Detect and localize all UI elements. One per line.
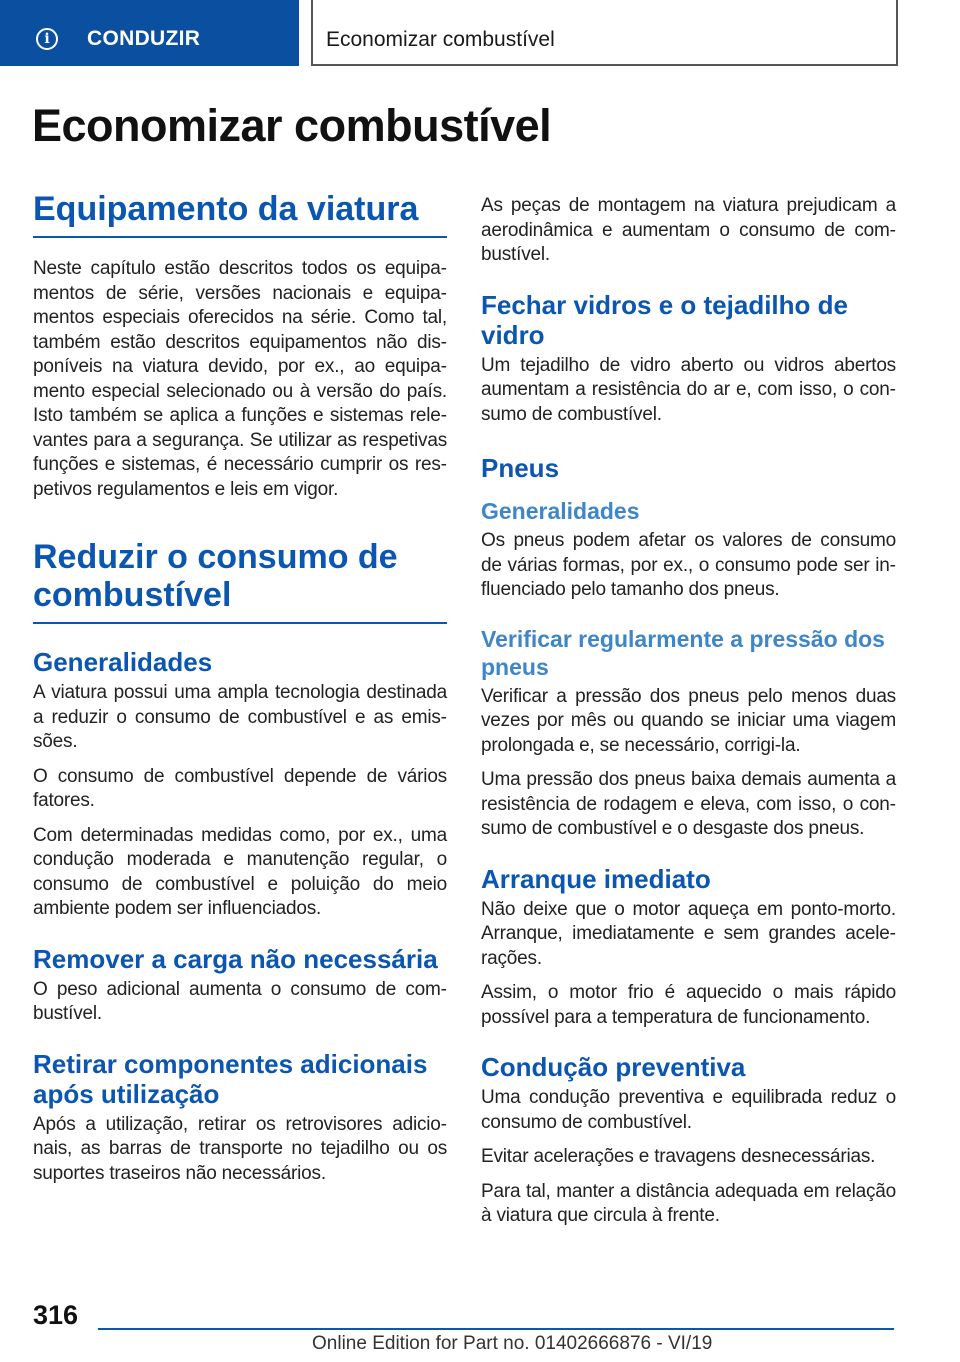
heading-remover-carga: Remover a carga não necessária bbox=[33, 943, 438, 974]
paragraph-retirar-componentes: Após a utilização, retirar os retrovisores adicionais, as barras de transporte no tejadilho ou os suportes traseiros não necessários. bbox=[33, 1113, 447, 1184]
heading-pneus-generalidades: Generalidades bbox=[481, 498, 640, 524]
paragraph-arranque-1: Não deixe que o motor aqueça em ponto-morto. Arranque, imediatamente e sem grandes acelerações. bbox=[481, 898, 896, 969]
chapter-title: Economizar combustível bbox=[326, 28, 555, 51]
paragraph-equipamento: Neste capítulo estão descritos todos os equipamentos de série, versões nacionais e equipamentos especiais oferecidos na série. Como tal, também estão descritos equipamentos não disponíveis na viatura devido, por ex., ao equipamento especial selecionado ou à versão do país. Isto também se aplica a funções e sistemas relevantes para a segurança. Se utilizar as respetivas funções e sistemas, é necessário cumprir os respetivos regulamentos e leis em vigor. bbox=[33, 258, 447, 500]
right-column bbox=[481, 190, 896, 1229]
section-label: CONDUZIR bbox=[87, 27, 201, 50]
paragraph-fechar-vidros: Um tejadilho de vidro aberto ou vidros abertos aumentam a resistência do ar e, com isso, o consumo de combustível. bbox=[481, 354, 896, 425]
heading-equipamento: Equipamento da viatura bbox=[33, 190, 447, 238]
section-tab[interactable] bbox=[0, 0, 299, 66]
left-column bbox=[33, 190, 447, 1186]
paragraph-verificar-pressao-2: Uma pressão dos pneus baixa demais aumenta a resistência de rodagem e eleva, com isso, o consumo de combustível e o desgaste dos pneus. bbox=[481, 769, 896, 839]
footer-divider bbox=[98, 1328, 894, 1330]
paragraph-generalidades-1: A viatura possui uma ampla tecnologia destinada a reduzir o consumo de combustível e as emissões. bbox=[33, 682, 447, 752]
heading-conducao-preventiva: Condução preventiva bbox=[481, 1052, 746, 1082]
heading-arranque-imediato: Arranque imediato bbox=[481, 863, 711, 894]
paragraph-arranque-2: Assim, o motor frio é aquecido o mais rápido possível para a temperatura de funcionamento. bbox=[481, 982, 896, 1028]
heading-fechar-vidros: Fechar vidros e o tejadilho de vidro bbox=[481, 289, 848, 350]
heading-generalidades: Generalidades bbox=[33, 647, 213, 677]
heading-pneus: Pneus bbox=[481, 453, 560, 483]
paragraph-pneus-generalidades: Os pneus podem afetar os valores de consumo de várias formas, por ex., o consumo pode ser influenciado pelo tamanho dos pneus. bbox=[481, 530, 896, 600]
paragraph-generalidades-2: O consumo de combustível depende de vários fatores. bbox=[33, 765, 447, 811]
heading-verificar-pressao: Verificar regularmente a pressão dos pneus bbox=[481, 625, 885, 680]
paragraph-pecas-montagem: As peças de montagem na viatura prejudicam a aerodinâmica e aumentam o consumo de combustível. bbox=[481, 195, 896, 265]
page-number: 316 bbox=[33, 1300, 79, 1330]
paragraph-conducao-3: Para tal, manter a distância adequada em relação à viatura que circula à frente. bbox=[481, 1180, 896, 1226]
heading-retirar-componentes: Retirar componentes adicionais após utilização bbox=[33, 1048, 428, 1109]
paragraph-conducao-2: Evitar acelerações e travagens desnecessárias. bbox=[481, 1146, 876, 1167]
paragraph-verificar-pressao-1: Verificar a pressão dos pneus pelo menos duas vezes por mês ou quando se iniciar uma viagem prolongada e, se necessário, corrigi-la. bbox=[481, 685, 896, 756]
info-circle-icon: i bbox=[36, 28, 58, 50]
paragraph-conducao-1: Uma condução preventiva e equilibrada reduz o consumo de combustível. bbox=[481, 1087, 896, 1133]
heading-reduzir-consumo: Reduzir o consumo de combustível bbox=[33, 538, 447, 624]
paragraph-generalidades-3: Com determinadas medidas como, por ex., uma condução moderada e manutenção regular, o consumo de combustível e poluição do meio ambiente podem ser influenciados. bbox=[33, 824, 447, 919]
footer-edition-text: Online Edition for Part no. 01402666876 - VI/19 bbox=[312, 1333, 713, 1354]
page-title: Economizar combustível bbox=[32, 100, 552, 151]
paragraph-remover-carga: O peso adicional aumenta o consumo de combustível. bbox=[33, 978, 447, 1024]
